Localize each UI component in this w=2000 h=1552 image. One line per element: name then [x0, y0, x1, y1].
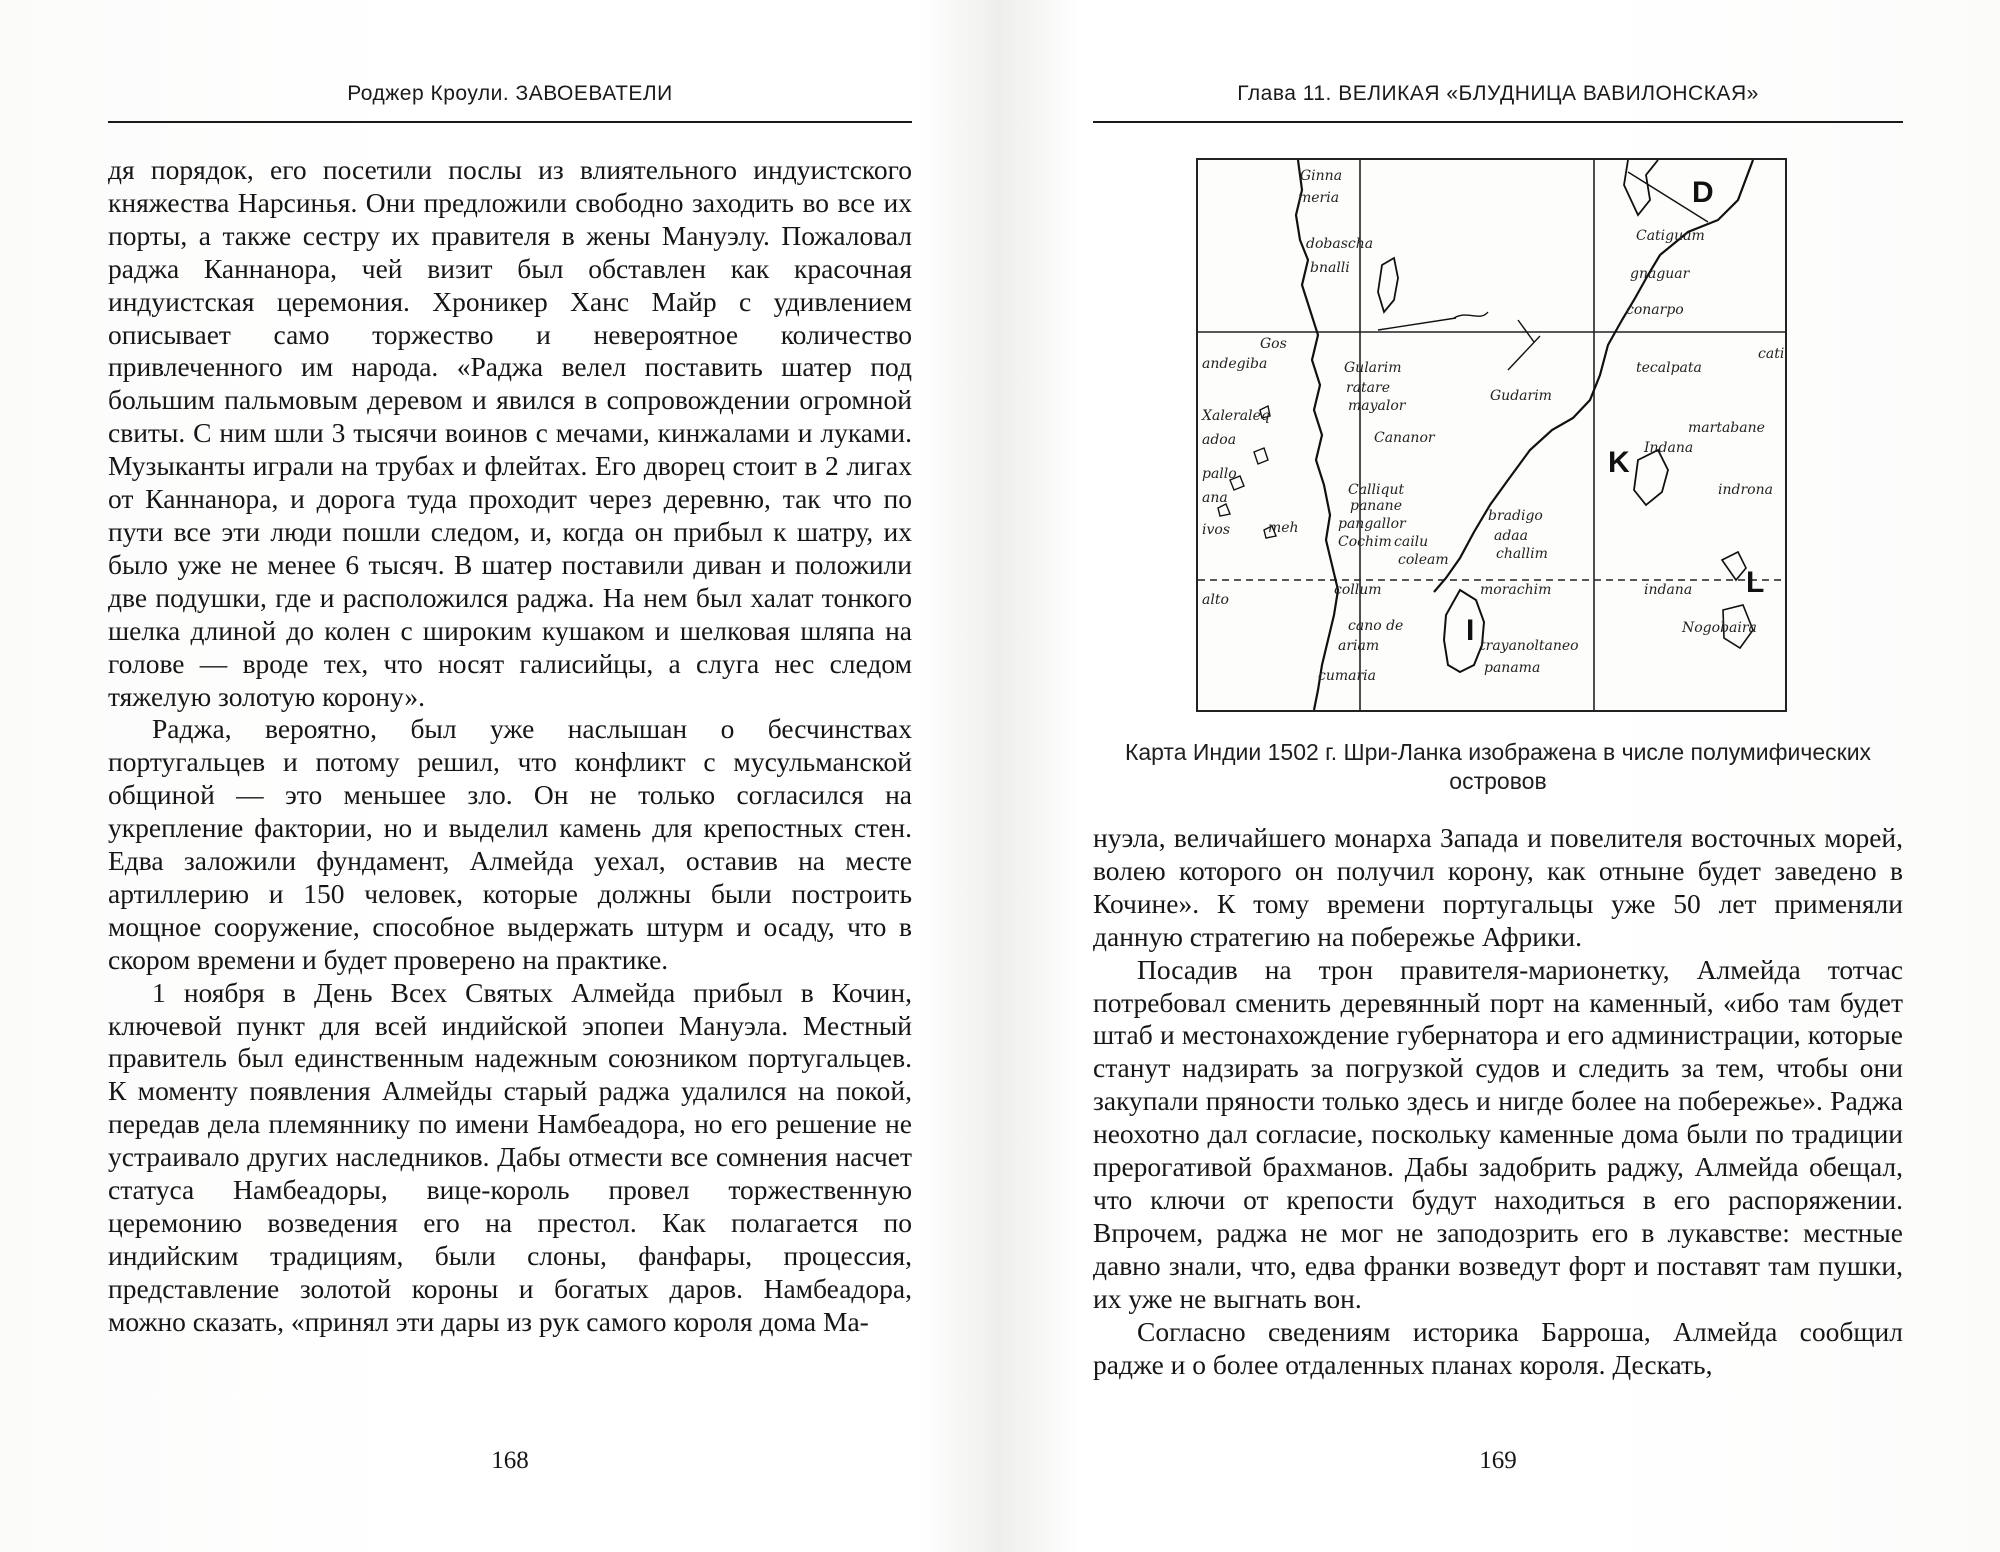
right-running-head: Глава 11. ВЕЛИКАЯ «БЛУДНИЦА ВАВИЛОНСКАЯ»: [1237, 82, 1759, 105]
place-name: pangallor: [1338, 516, 1406, 532]
grid-letter-l: L: [1746, 566, 1765, 599]
place-name: Indana: [1644, 440, 1694, 456]
place-name: Gudarim: [1490, 388, 1552, 404]
place-name: conarpo: [1626, 302, 1684, 318]
flag-mark-2: [1508, 320, 1540, 370]
india-map-1502: [1196, 158, 1787, 712]
place-name: gnaguar: [1630, 266, 1690, 282]
sri-lanka-island: [1444, 590, 1484, 672]
place-name: Gularim: [1344, 360, 1402, 376]
place-name: Cananor: [1374, 430, 1435, 446]
place-name: cati: [1758, 346, 1785, 362]
left-head-rule: [108, 121, 912, 123]
place-name: Cochim: [1338, 534, 1392, 550]
place-name: dobascha: [1306, 236, 1374, 252]
place-name: mayalor: [1348, 398, 1406, 414]
place-name: panama: [1484, 660, 1541, 676]
left-paragraph-3: 1 ноября в День Всех Святых Алмейда прибыл в Кочин, ключевой пункт для всей индийской эпопеи Мануэла. Местный правитель был единственным надежным союзником португальцев. К моменту появления Алмейды старый раджа удалился на покой, передав дела племяннику по имени Намбеадора, но его решение не устраивало других наследников. Дабы отмести все сомнения насчет статуса Намбеадоры, вице-король провел торжественную церемонию возведения его на престол. Как полагается по индийским традициям, были слоны, фанфары, процессия, представление золотой короны и богатых даров. Намбеадора, можно сказать, «принял эти дары из рук самого короля дома Ма-: [108, 976, 912, 1337]
map-caption: Карта Индии 1502 г. Шри-Ланка изображена в числе полумифических островов: [1124, 739, 1872, 794]
left-paragraph-2: Раджа, вероятно, был уже наслышан о бесчинствах португальцев и потому решил, что конфликт с мусульманской общиной — это меньшее зло. Он не только согласился на укрепление фактории, но и выделил камень для крепостных стен. Едва заложили фундамент, Алмейда уехал, оставив на месте артиллерию и 150 человек, которые должны были построить мощное сооружение, способное выдержать штурм и осаду, что в скором времени и будет проверено на практике.: [108, 713, 912, 975]
place-name: adaa: [1494, 528, 1529, 544]
place-name: alto: [1202, 592, 1229, 608]
island-l: [1722, 552, 1746, 580]
place-name: indrona: [1718, 482, 1773, 498]
place-name: pallo: [1202, 466, 1237, 482]
place-name: meh: [1268, 520, 1299, 536]
place-name: Nogobaira: [1682, 620, 1757, 636]
place-name: andegiba: [1202, 356, 1268, 372]
right-paragraph-1: нуэла, величайшего монарха Запада и повелителя восточных морей, волею которого он получил корону, как отныне будет заведено в Кочине». К тому времени португальцы уже 50 лет применяли данную стратегию на побережье Африки.: [1093, 822, 1903, 952]
upper-island: [1378, 258, 1398, 312]
place-name: cano de: [1348, 618, 1404, 634]
flag-mark-1: [1378, 312, 1488, 330]
place-name: ana: [1202, 490, 1228, 506]
place-name: martabane: [1688, 420, 1765, 436]
place-name: ivos: [1202, 522, 1230, 538]
grid-letter-k: K: [1608, 446, 1630, 479]
place-name: collum: [1334, 582, 1382, 598]
left-running-head: Роджер Кроули. ЗАВОЕВАТЕЛИ: [347, 82, 673, 105]
place-name: bradigo: [1488, 508, 1543, 524]
left-page-number: 168: [491, 1447, 529, 1474]
right-body-text: [1093, 822, 1903, 1381]
place-name: Gos: [1260, 336, 1287, 352]
place-name: tecalpata: [1636, 360, 1702, 376]
grid-letter-i: I: [1466, 614, 1475, 647]
left-body-text: [108, 154, 912, 1339]
place-name: morachim: [1480, 582, 1552, 598]
place-name: indana: [1644, 582, 1693, 598]
place-name: panane: [1350, 498, 1402, 514]
place-name: Catiguam: [1636, 228, 1705, 244]
place-name: Ginna: [1300, 168, 1343, 184]
place-name: bnalli: [1310, 260, 1350, 276]
right-head-rule: [1093, 121, 1903, 123]
place-name: cumaria: [1318, 668, 1376, 684]
place-name: Xaleraleq: [1202, 408, 1270, 424]
grid-letter-d: D: [1692, 176, 1714, 209]
map-drawing: [1198, 160, 1785, 710]
place-name: challim: [1496, 546, 1548, 562]
place-name: ratare: [1346, 380, 1390, 396]
island-k: [1634, 450, 1668, 505]
place-name: adoa: [1202, 432, 1237, 448]
place-name: meria: [1298, 190, 1340, 206]
place-name: cailu: [1394, 534, 1429, 550]
place-name: trayanoltaneo: [1480, 638, 1579, 654]
place-name: Calliqut: [1348, 482, 1405, 498]
right-paragraph-3: Согласно сведениям историка Барроша, Алмейда сообщил радже и о более отдаленных планах короля. Дескать,: [1093, 1315, 1903, 1380]
right-paragraph-2: Посадив на трон правителя-марионетку, Алмейда тотчас потребовал сменить деревянный порт на каменный, «ибо там будет штаб и местонахождение губернатора и его администрации, которые станут надзирать за погрузкой судов и следить за тем, чтобы они закупали пряности только здесь и нигде более на побережье». Раджа неохотно дал согласие, поскольку каменные дома были по традиции прерогативой брахманов. Дабы задобрить раджу, Алмейда обещал, что ключи от крепости будут находиться в его распоряжении. Впрочем, раджа не мог не заподозрить его в лукавстве: местные давно знали, что, едва франки возведут форт и поставят там пушки, их уже не выгнать вон.: [1093, 953, 1903, 1314]
left-paragraph-1: дя порядок, его посетили послы из влиятельного индуистского княжества Нарсинья. Они предложили свободно заходить во все их порты, а также сестру их правителя в жены Мануэлу. Пожаловал раджа Каннанора, чей визит был обставлен как красочная индуистская церемония. Хроникер Ханс Майр с удивлением описывает само торжество и невероятное количество привлеченного им народа. «Раджа велел поставить шатер под большим пальмовым деревом и явился в сопровождении огромной свиты. С ним шли 3 тысячи воинов с мечами, кинжалами и луками. Музыканты играли на трубах и флейтах. Его дворец стоит в 2 лигах от Каннанора, и дорога туда проходит через деревню, так что по пути все эти люди пошли следом, и, когда он прибыл к шатру, их было уже не менее 6 тысяч. В шатер поставили диван и положили две подушки, где и расположился раджа. На нем был халат тонкого шелка длиной до колен с широким кушаком и шелковая шляпа на голове — вроде тех, что носят галисийцы, а слуга нес следом тяжелую золотую корону».: [108, 154, 912, 712]
place-name: coleam: [1398, 552, 1449, 568]
place-name: ariam: [1338, 638, 1380, 654]
right-page-number: 169: [1479, 1447, 1517, 1474]
